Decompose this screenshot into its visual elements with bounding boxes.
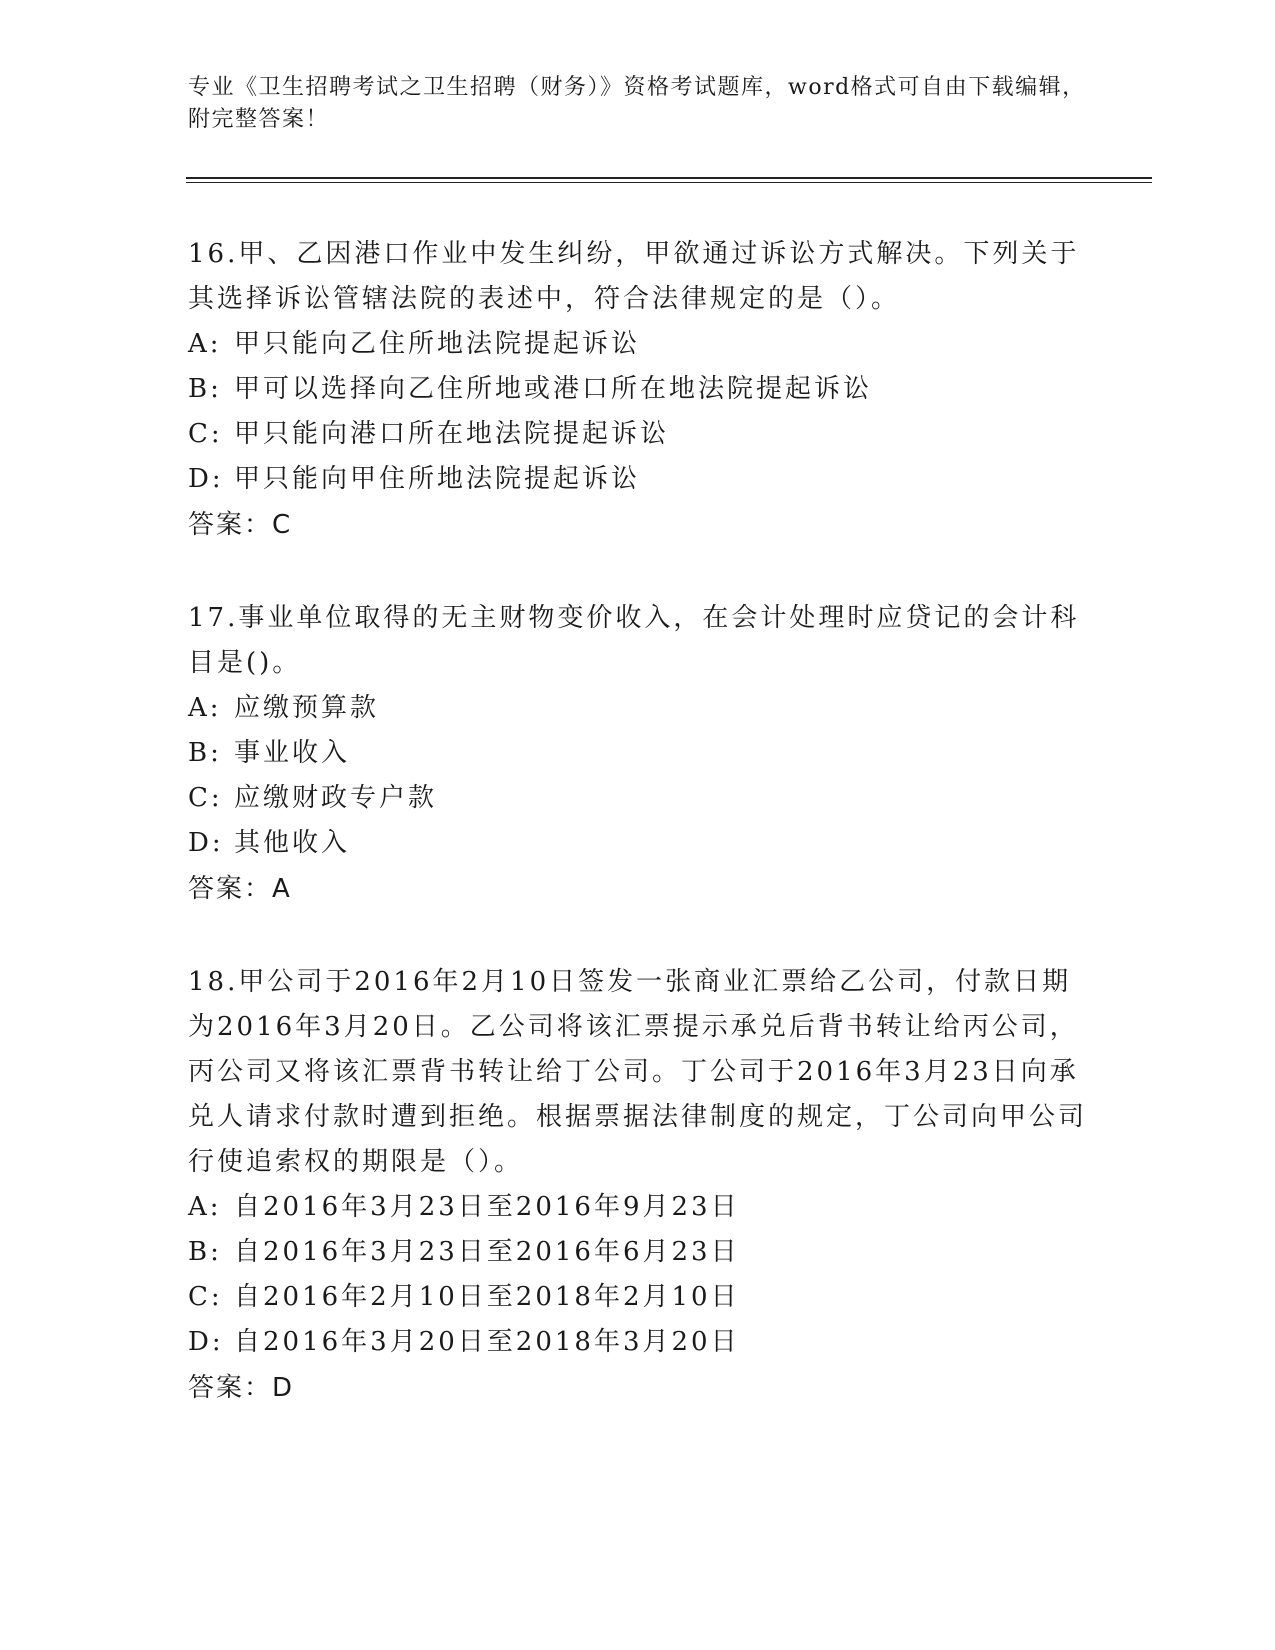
option-text: 甲只能向甲住所地法院提起诉讼 <box>234 464 641 494</box>
option-key: C: <box>188 1282 223 1312</box>
option-c <box>188 412 1088 457</box>
answer-label: 答案：D <box>188 1373 295 1403</box>
option-text: 自2016年3月20日至2018年3月20日 <box>234 1327 740 1357</box>
option-a <box>188 322 1088 367</box>
question-18 <box>188 960 1088 1411</box>
question-16 <box>188 232 1088 548</box>
option-b <box>188 731 1088 776</box>
option-text: 自2016年3月23日至2016年9月23日 <box>234 1192 740 1222</box>
option-c <box>188 1275 1088 1320</box>
option-b <box>188 367 1088 412</box>
option-a <box>188 1185 1088 1230</box>
option-a <box>188 686 1088 731</box>
option-d <box>188 457 1088 502</box>
option-text: 甲只能向乙住所地法院提起诉讼 <box>234 329 641 359</box>
header-divider-thin <box>186 182 1152 183</box>
option-key: C: <box>188 783 223 813</box>
header-divider-thick <box>186 177 1152 179</box>
option-c <box>188 776 1088 821</box>
document-header: 专业《卫生招聘考试之卫生招聘（财务）》资格考试题库，word格式可自由下载编辑，附完整答案！ <box>188 75 1086 132</box>
option-key: A: <box>188 1192 222 1222</box>
option-text: 应缴财政专户款 <box>234 783 438 813</box>
option-key: A: <box>188 329 222 359</box>
answer-label: 答案：C <box>188 510 293 540</box>
option-key: B: <box>188 738 222 768</box>
answer-label: 答案：A <box>188 874 292 904</box>
option-key: A: <box>188 693 222 723</box>
option-text: 甲只能向港口所在地法院提起诉讼 <box>234 419 670 449</box>
option-text: 自2016年2月10日至2018年2月10日 <box>234 1282 740 1312</box>
option-key: B: <box>188 374 222 404</box>
option-key: D: <box>188 828 224 858</box>
option-text: 自2016年3月23日至2016年6月23日 <box>234 1237 740 1267</box>
option-b <box>188 1230 1088 1275</box>
option-text: 事业收入 <box>234 738 351 768</box>
question-17 <box>188 596 1088 912</box>
question-stem: 16.甲、乙因港口作业中发生纠纷，甲欲通过诉讼方式解决。下列关于其选择诉讼管辖法院的表述中，符合法律规定的是（）。 <box>188 239 1080 314</box>
option-text: 甲可以选择向乙住所地或港口所在地法院提起诉讼 <box>234 374 873 404</box>
option-key: C: <box>188 419 223 449</box>
option-key: D: <box>188 1327 224 1357</box>
option-text: 应缴预算款 <box>234 693 380 723</box>
option-d <box>188 821 1088 866</box>
option-d <box>188 1320 1088 1365</box>
option-key: B: <box>188 1237 222 1267</box>
option-text: 其他收入 <box>234 828 351 858</box>
question-stem: 17.事业单位取得的无主财物变价收入，在会计处理时应贷记的会计科目是()。 <box>188 603 1080 678</box>
question-stem: 18.甲公司于2016年2月10日签发一张商业汇票给乙公司，付款日期为2016年3月20日。乙公司将该汇票提示承兑后背书转让给丙公司，丙公司又将该汇票背书转让给丁公司。丁公司于2016年3月23日向承兑人请求付款时遭到拒绝。根据票据法律制度的规定，丁公司向甲公司行使追索权的期限是（）。 <box>188 967 1088 1177</box>
option-key: D: <box>188 464 224 494</box>
